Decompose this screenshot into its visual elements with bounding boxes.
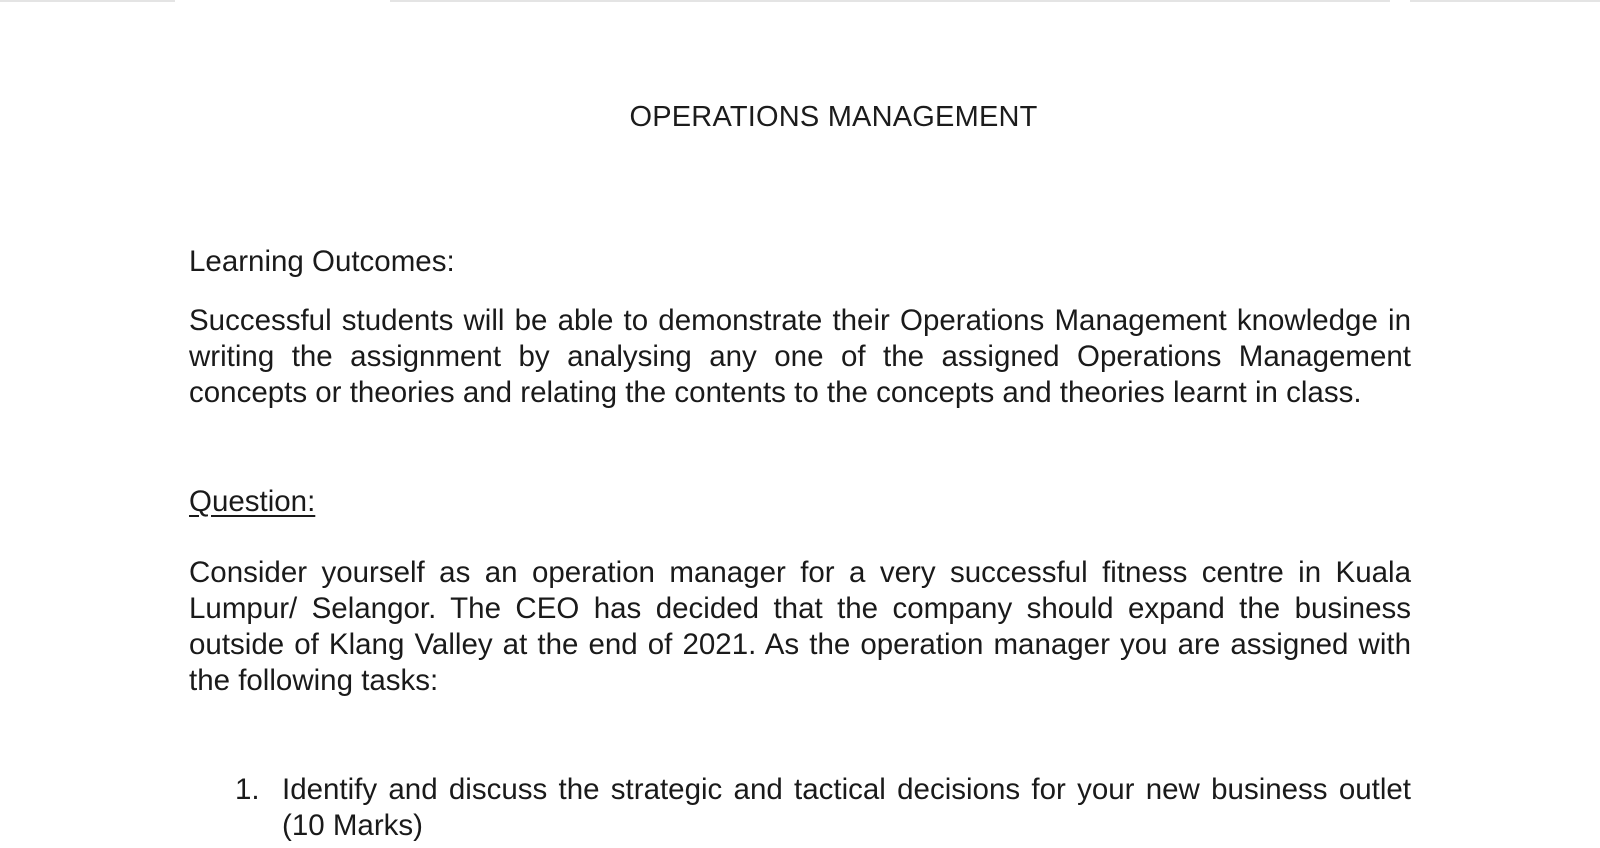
question-paragraph: Consider yourself as an operation manager for a very successful fitness centre in Kuala Lumpur/ Selangor. The CEO has decided that the company should expand the business outside of Klang Valley at the end of 2021. As the operation manager you are assigned with the following tasks: (189, 556, 1411, 697)
page-edge-middle (390, 0, 1390, 2)
question-heading: Question: (189, 485, 316, 518)
task-number: 1. (235, 773, 260, 806)
task-text: Identify and discuss the strategic and tactical decisions for your new business outlet (10 Marks) (282, 773, 1411, 842)
learning-outcomes-heading: Learning Outcomes: (189, 245, 455, 278)
learning-outcomes-paragraph: Successful students will be able to demonstrate their Operations Management knowledge in writing the assignment by analysing any one of the assigned Operations Management concepts or theories and relating the contents to the concepts and theories learnt in class. (189, 304, 1411, 409)
task-item (189, 772, 1411, 844)
page-edge-left (0, 0, 175, 2)
page-edge-right (1410, 0, 1600, 2)
page-title: OPERATIONS MANAGEMENT (629, 101, 1038, 133)
task-list (189, 772, 1411, 844)
